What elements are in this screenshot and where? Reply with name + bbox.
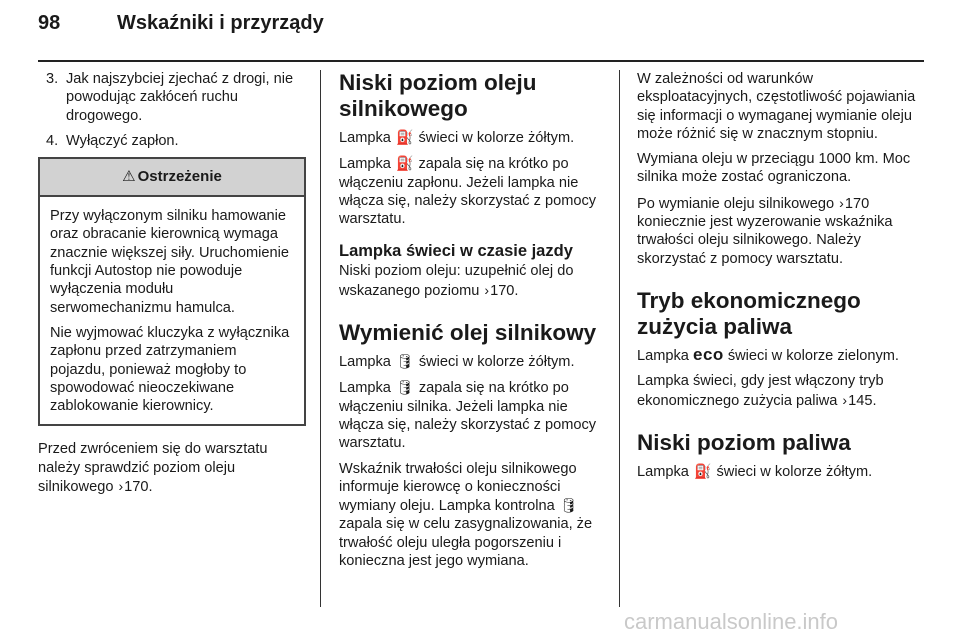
paragraph: [38, 440, 306, 496]
oil-can-icon: ⛽: [395, 155, 414, 172]
paragraph: [339, 128, 609, 147]
section-heading-eco: Tryb ekonomicznego zużycia paliwa: [637, 287, 861, 339]
page-reference-arrow-icon[interactable]: ›: [839, 194, 844, 211]
text: zapala się na krótko po włączeniu zapłonu. Jeżeli lampka nie włącza się, należy skorzystać z pomocy warsztatu.: [339, 156, 597, 228]
page-reference[interactable]: 170.: [124, 479, 153, 496]
step-number: 4.: [46, 132, 59, 149]
page-reference-arrow-icon[interactable]: ›: [484, 281, 490, 298]
text: Lampka: [339, 156, 395, 173]
column-left: [38, 70, 306, 503]
text: świeci w kolorze żółtym.: [712, 463, 873, 480]
column-middle: [339, 70, 609, 577]
fuel-pump-icon: ⛽: [693, 462, 712, 479]
text: Lampka: [339, 130, 395, 146]
subheading-driving: Lampka świeci w czasie jazdy: [339, 242, 573, 261]
warning-triangle-icon: ⚠: [122, 168, 136, 186]
paragraph: [637, 194, 929, 268]
text: Wskaźnik trwałości oleju silnikowego informuje kierowcę o konieczności wymiany oleju. Lampka kontrolna: [339, 460, 577, 515]
text: koniecznie jest wyzerowanie wskaźnika trwałości oleju silnikowego. Należy skorzystać z pomocy warsztatu.: [637, 214, 893, 267]
text: Przed zwróceniem się do warsztatu należy sprawdzić poziom oleju silnikowego: [38, 441, 268, 496]
text: Lampka świeci, gdy jest włączony tryb ekonomicznego zużycia paliwa: [637, 373, 884, 409]
paragraph: Wymiana oleju w przeciągu 1000 km. Moc silnika może zostać ograniczona.: [637, 151, 911, 186]
warning-body: [40, 197, 304, 424]
text: Lampka: [637, 347, 693, 364]
column-divider: [619, 70, 620, 607]
section-heading-oil-change: Wymienić olej silnikowy: [339, 320, 597, 346]
warning-paragraph: Nie wyjmować kluczyka z wyłącznika zapłonu przed zatrzymaniem pojazdu, ponieważ mogłoby to spowodować nieoczekiwane zablokowanie kierownicy.: [50, 324, 290, 415]
paragraph: [339, 378, 609, 452]
text: zapala się na krótko po włączeniu silnika. Jeżeli lampka nie włącza się, należy skorzystać z pomocy warsztatu.: [339, 380, 597, 452]
page-reference[interactable]: 145.: [848, 392, 877, 409]
page-number: 98: [38, 12, 61, 34]
warning-header: [40, 159, 304, 197]
paragraph: [339, 262, 609, 300]
text: zapala się w celu zasygnalizowania, że trwałość oleju uległa pogorszeniu i konieczna jest jego wymiana.: [339, 516, 593, 570]
paragraph: [637, 346, 929, 365]
oil-change-icon: 🛢: [395, 353, 414, 370]
text: świeci w kolorze zielonym.: [723, 347, 899, 364]
step-number: 3.: [46, 71, 59, 87]
text: Niski poziom oleju: uzupełnić olej do wskazanego poziomu: [339, 263, 574, 299]
step-text: Jak najszybciej zjechać z drogi, nie powodując zakłóceń ruchu drogowego.: [66, 71, 294, 124]
oil-change-icon: 🛢: [395, 379, 414, 396]
text: Lampka: [339, 354, 395, 371]
text: świeci w kolorze żółtym.: [414, 130, 575, 146]
paragraph: [339, 460, 609, 571]
page-reference[interactable]: 170.: [490, 282, 519, 299]
text: Lampka: [637, 463, 693, 480]
warning-paragraph: Przy wyłączonym silniku hamowanie oraz obracanie kierownicą wymaga znacznie większej siły. Uruchomienie funkcji Autostop nie powoduje wyłączenia modułu serwomechanizmu hamulca.: [50, 208, 289, 316]
paragraph: [637, 462, 929, 481]
paragraph: [339, 352, 609, 371]
page-reference[interactable]: 170: [844, 195, 870, 212]
text: Po wymianie oleju silnikowego: [637, 195, 839, 212]
eco-indicator: eco: [692, 344, 724, 364]
text: świeci w kolorze żółtym.: [414, 354, 575, 371]
oil-can-icon: ⛽: [395, 129, 414, 145]
step-item: [38, 70, 306, 125]
section-heading-oil-level: Niski poziom oleju silnikowego: [339, 70, 537, 121]
warning-title: Ostrzeżenie: [137, 168, 222, 186]
column-divider: [320, 70, 321, 607]
header-rule: [38, 60, 924, 62]
step-text: Wyłączyć zapłon.: [66, 132, 179, 149]
page-reference-arrow-icon[interactable]: ›: [842, 391, 848, 408]
step-item: [38, 132, 306, 150]
column-right: [637, 70, 929, 488]
page-reference-arrow-icon[interactable]: ›: [118, 478, 124, 495]
paragraph: [339, 154, 609, 228]
paragraph: [637, 372, 929, 410]
watermark: carmanualsonline.info: [624, 609, 839, 634]
section-heading-fuel: Niski poziom paliwa: [637, 429, 851, 455]
page-header: [38, 12, 924, 48]
text: Lampka: [339, 380, 395, 397]
warning-box: [38, 157, 306, 426]
page-title: Wskaźniki i przyrządy: [117, 12, 324, 34]
oil-change-icon: 🛢: [559, 497, 578, 514]
paragraph: W zależności od warunków eksploatacyjnych, częstotliwość pojawiania się informacji o wymaganej wymianie oleju może różnić się w znacznym stopniu.: [637, 71, 916, 142]
